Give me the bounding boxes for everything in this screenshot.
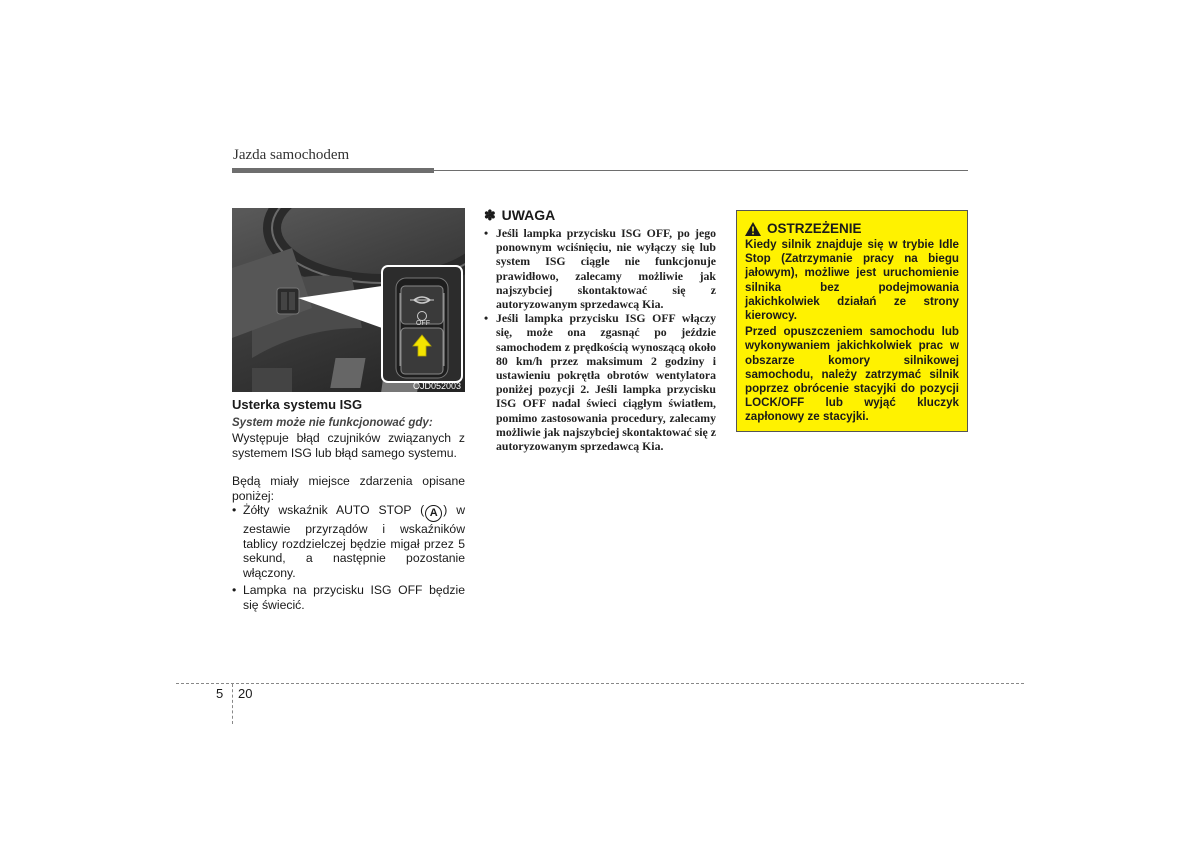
- section-subheading: System może nie funkcjonować gdy:: [232, 416, 433, 429]
- bullet-text: ) w zestawie przyrządów i wskaźników tablicy rozdzielczej będzie migał przez 5 sekund, a następnie pozostanie włączony.: [243, 503, 465, 580]
- symptom-list: [232, 503, 465, 612]
- auto-stop-icon: A: [425, 505, 442, 522]
- warning-title: [745, 221, 959, 236]
- paragraph-1: Występuje błąd czujników związanych z systemem ISG lub błąd samego systemu.: [232, 431, 465, 460]
- warning-triangle-icon: [745, 222, 761, 236]
- note-heading: [484, 207, 716, 224]
- warning-paragraph-1: Kiedy silnik znajduje się w trybie Idle Stop (Zatrzymanie pracy na biegu jałowym), możliwe jest uruchomienie silnika bez podejmowania jakichkolwiek działań ze strony kierowcy.: [745, 238, 959, 323]
- isg-button-photo: [232, 208, 465, 392]
- list-item: • Jeśli lampka przycisku ISG OFF włączy się, może ona zgasnąć po jeździe samochodem z prędkością wynoszącą około 80 km/h przez maksimum 2 godziny i ustawieniu pokrętła obrotów wentylatora poniżej pozycji 2. Jeśli lampka przycisku ISG OFF nadal świeci ciągłym światłem, pomimo zastosowania procedury, zalecamy możliwie jak najszybciej skontaktować się z autoryzowanym sprzedawcą Kia.: [484, 311, 716, 453]
- page-section-title: Jazda samochodem: [233, 147, 350, 163]
- warning-paragraph-2: Przed opuszczeniem samochodu lub wykonywaniem jakichkolwiek prac w obszarze komory silnikowej samochodu, należy zatrzymać silnik poprzez obrócenie stacyjki do pozycji LOCK/OFF lub wyjąć kluczyk zapłonowy ze stacyjki.: [745, 325, 959, 424]
- footer-divider: [176, 683, 1024, 684]
- list-item: • Lampka na przycisku ISG OFF będzie się świecić.: [232, 583, 465, 612]
- list-item: • Jeśli lampka przycisku ISG OFF, po jego ponownym wciśnięciu, nie wyłączy się lub system ISG ciągle nie funkcjonuje prawidłowo, zalecamy możliwie jak najszybciej skontaktować się z autoryzowanym sprzedawcą Kia.: [484, 226, 716, 311]
- footer-vertical-divider: [232, 684, 233, 724]
- warning-box: [736, 210, 968, 432]
- isg-off-label: OFF: [416, 320, 430, 327]
- note-section: [484, 207, 716, 453]
- bullet-text: Żółty wskaźnik AUTO STOP (: [243, 503, 425, 517]
- figure-caption: [232, 381, 465, 394]
- header-rule-thick: [232, 168, 434, 173]
- note-heading-text: UWAGA: [501, 207, 556, 223]
- list-item: [232, 503, 465, 580]
- paragraph-2: Będą miały miejsce zdarzenia opisane poniżej:: [232, 474, 465, 503]
- left-column: [232, 398, 465, 615]
- header-rule-thin: [434, 170, 968, 171]
- note-list: [484, 226, 716, 453]
- chapter-number: 5: [216, 686, 224, 701]
- page-number: 20: [238, 686, 253, 701]
- note-star-icon: ✽: [484, 207, 496, 223]
- figure-caption-text: OJD052003: [412, 381, 461, 391]
- warning-title-text: OSTRZEŻENIE: [767, 221, 862, 236]
- section-heading: Usterka systemu ISG: [232, 397, 363, 412]
